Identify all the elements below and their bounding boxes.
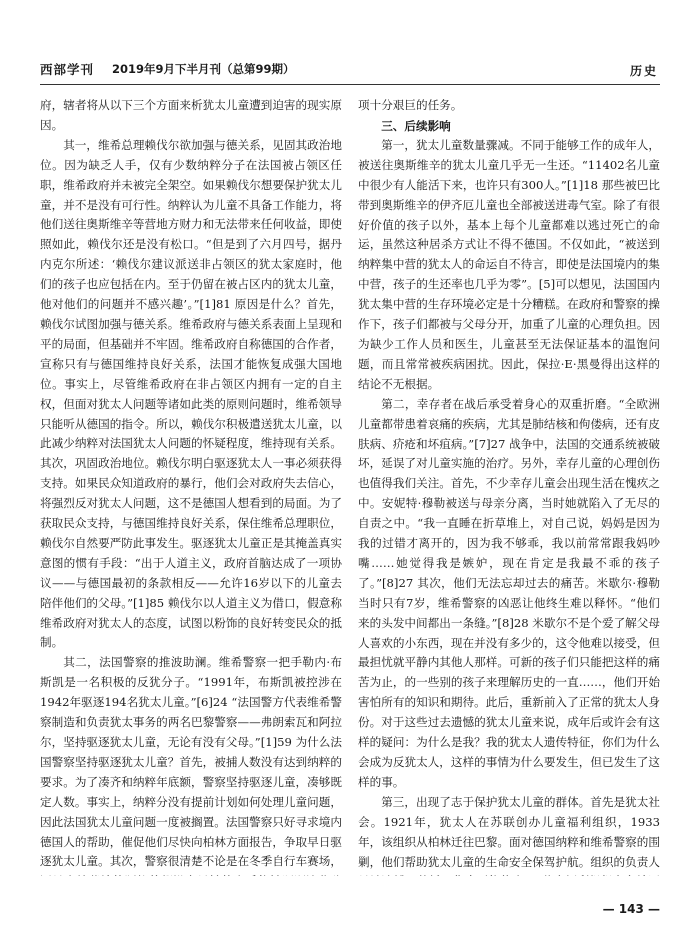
paragraph: 项十分艰巨的任务。 [358, 98, 463, 112]
paragraph: 第三，出现了志于保护犹太儿童的群体。首先是犹太社会。1921年，犹太人在苏联创办儿童福利组织，1933年，该组织从柏林迁往巴黎。面对德国纳粹和维希警察的围剿，他们帮助犹太儿童的生命安全保驾护航。组织的负责人 [358, 794, 660, 869]
issue-info: 2019年9月下半月刊（总第99期） [112, 62, 295, 76]
paragraph: 第一，犹太儿童数量骤减。不同于能够工作的成年人，被送往奥斯维辛的犹太儿童几乎无一生还。“11402名儿童中很少有人能活下来，也许只有300人。”[1]18 那些被巴比带到奥斯维辛的伊齐厄儿童也全部被送进毒气室。除了有很好价值的孩子以外，基本上每个儿童都难以逃过死亡的命运，虽然这种居杀方式让不得不德国。不仅如此，“被送到纳粹集中营的犹太人的命运自不待言，即使是法国境内的集中营，孩子的生还率也几乎为零”。[5]可以想见，法国国内犹太集中营的生存环境必定是十分糟糕。在政府和警察的操作下，孩子们都被与父母分开，加重了儿童的心理负担。因为缺少工作人员和医生，儿童甚至无法保证基本的温饱问题，而且常常被疾病困扰。因此，保拉·E·黑曼得出这样的结论不无根据。 [358, 137, 660, 391]
running-header [40, 58, 660, 85]
page-number: — 143 — [602, 902, 660, 916]
left-column [40, 96, 342, 876]
paragraph: 第二，幸存者在战后承受着身心的双重折磨。“全欧洲儿童都带患着哀痛的疾病，尤其是肺结核和佝偻病，还有皮肤病、疥疮和坏疽病。”[7]27 战争中，法国的交通系统被破坏，延误了对儿童实施的治疗。另外，幸存儿童的心理创伤也值得我们关注。首先，不少幸存儿童会出现生活在愧疚之中。安妮特·穆勒被送与母亲分离，当时她就陷入了无尽的自责之中。“我一直睡在折草堆上，对自己说，妈妈是因为我的过错才离开的，因为我不够乖，我以前常常跟我妈吵嘴……她觉得我是嫉妒，现在肯定是我最不乖的孩子了。”[8]27 其次，他们无法忘却过去的痛苦。米歇尔·穆勒当时只有7岁，维希警察的凶恶让他终生难以释怀。“他们来的头发中间都出一条缝。”[8]28 米歇尔不是个爱了解父母人喜欢的小东西，现在并没有多少的，这令他难以接受，但最担忧就平静内其他人那样。可新的孩子们只能把这样的痛苦为止，的一些别的孩子来理解历史的一直……，他们开始害怕所有的知识和期待。此后，重新前入了正常的犹太人身份。对于这些过去遗憾的犹太儿童来说，成年后或许会有这样的疑问：为什么是我？我的犹太人遗传特征，你们为什么会成为反犹太人，这样的事情为什么要发生，但已发生了这样的事。 [358, 396, 660, 789]
journal-logo: 西部学刊 [40, 62, 95, 77]
paragraph: 其一，维希总理赖伐尔欲加强与德关系，见固其政治地位。因为缺乏人手，仅有少数纳粹分子在法国被占领区任职，维希政府并未被完全架空。如果赖伐尔想要保护犹太儿童，并不是没有可行性。纳粹认为儿童不具备工作能力，将他们送往奥斯维辛等营地方财力和无法带来任何收益，即使照如此，赖伐尔还是没有松口。“但是到了六月四号，据丹内克尔所述：‘赖伐尔建议派送非占领区的犹太家庭时，他们的孩子也应包括在内。至于仍留在被占区内的犹太儿童，他对他们的问题并不感兴趣’。”[1]81 原因是什么？首先，赖伐尔试图加强与德关系。维希政府与德关系表面上呈现和平的局面，但基础并不牢固。维希政府自称德国的合作者，宣称只有与德国维持良好关系，法国才能恢复成强大国地位。事实上，尽管维希政府在非占领区内拥有一定的自主权，但面对犹太人问题等诸如此类的原则问题时，维希领导只能听从德国的指令。所以，赖伐尔积极遣送犹太儿童，以此减少纳粹对法国犹太人问题的怀疑程度，维持现有关系。其次，巩固政治地位。赖伐尔明白驱逐犹太人一事必须获得支持。如果民众知道政府的暴行，他们会对政府失去信心，将强烈反对犹太人问题，这不是德国人想看到的局面。为了获取民众支持，与德国维持良好关系，保住维希总理职位，赖伐尔自然要严防此事发生。驱逐犹太儿童正是其掩盖真实意图的惯有手段：“出于人道主义，政府首脑达成了一项协议——与德国最初的条款相反——允许16岁以下的儿童去陪伴他们的父母。”[1]85 赖伐尔以人道主义为借口，假意称维希政府对犹太人的态度，试图以粉饰的良好转变民众的抵制。 [40, 137, 342, 650]
right-column [358, 96, 660, 876]
paragraph: 府，辖者将从以下三个方面来析犹太儿童遭到迫害的现实原因。 [40, 98, 342, 132]
section-heading: 三、后续影响 [381, 118, 451, 133]
body-columns [40, 96, 660, 876]
paragraph: 其二，法国警察的推波助澜。维希警察一把手勒内·布斯凯是一名积极的反犹分子。“1991年，布斯凯被控涉在1942年驱逐194名犹太儿童。”[6]24 “法国警方代表维希警察制造和负责犹太事务的两名巴黎警察——弗朗索瓦和阿拉尔，坚持驱逐犹太儿童，无论有没有父母。”[1]59 为什么法国警察坚持驱逐犹太儿童？首先，被捕人数没有达到纳粹的要求。为了凑齐和纳粹年底额，警察坚持驱逐儿童，凑够既定人数。事实上，纳粹分没有提前计划如何处理儿童问题，因此法国犹太儿童问题一度被搁置。法国警察只好寻求境内德国人的帮助，催促他们尽快向柏林方面报告，争取早日驱逐犹太儿童。其次，警察很清楚不论是在冬季自行车赛场， [40, 655, 342, 869]
section-label: 历史 [629, 64, 658, 78]
